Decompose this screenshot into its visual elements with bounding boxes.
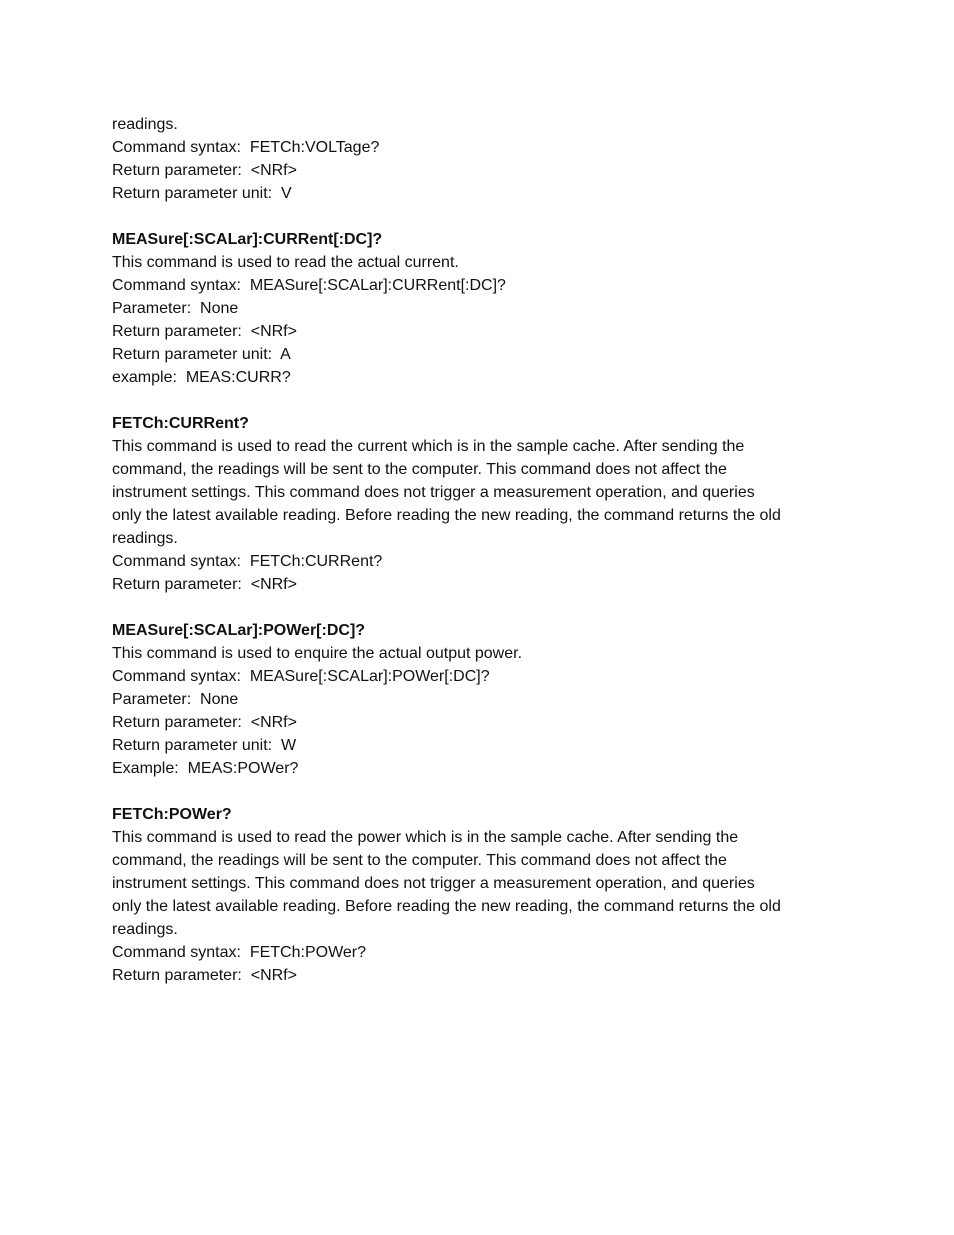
intro-line: readings. [112, 116, 178, 133]
section-heading: MEASure[:SCALar]:POWer[:DC]? [112, 622, 366, 639]
intro-command-syntax: Command syntax: FETCh:VOLTage? [112, 139, 380, 156]
section-description-line: command, the readings will be sent to the computer. This command does not affect the [112, 461, 727, 478]
section-measure-power [112, 619, 852, 780]
return-parameter: Return parameter: <NRf> [112, 714, 297, 731]
intro-return-parameter: Return parameter: <NRf> [112, 162, 297, 179]
section-heading: FETCh:POWer? [112, 806, 232, 823]
return-parameter-unit: Return parameter unit: W [112, 737, 297, 754]
return-parameter: Return parameter: <NRf> [112, 576, 297, 593]
example: example: MEAS:CURR? [112, 369, 291, 386]
section-description-line: instrument settings. This command does not trigger a measurement operation, and queries [112, 875, 755, 892]
parameter: Parameter: None [112, 691, 239, 708]
document-page [112, 113, 852, 1010]
command-syntax: Command syntax: MEASure[:SCALar]:CURRent[:DC]? [112, 277, 506, 294]
section-description-line: readings. [112, 921, 178, 938]
section-heading: MEASure[:SCALar]:CURRent[:DC]? [112, 231, 383, 248]
example: Example: MEAS:POWer? [112, 760, 299, 777]
return-parameter: Return parameter: <NRf> [112, 323, 297, 340]
parameter: Parameter: None [112, 300, 239, 317]
command-syntax: Command syntax: FETCh:POWer? [112, 944, 366, 961]
section-fetch-power [112, 803, 852, 987]
voltage-fetch-continuation [112, 113, 852, 205]
command-syntax: Command syntax: FETCh:CURRent? [112, 553, 383, 570]
section-description: This command is used to read the actual current. [112, 254, 459, 271]
command-syntax: Command syntax: MEASure[:SCALar]:POWer[:DC]? [112, 668, 490, 685]
section-description-line: command, the readings will be sent to the computer. This command does not affect the [112, 852, 727, 869]
section-measure-current [112, 228, 852, 389]
section-description-line: This command is used to read the current which is in the sample cache. After sending the [112, 438, 745, 455]
section-description-line: only the latest available reading. Before reading the new reading, the command returns the old [112, 898, 781, 915]
section-fetch-current [112, 412, 852, 596]
return-parameter: Return parameter: <NRf> [112, 967, 297, 984]
section-description: This command is used to enquire the actual output power. [112, 645, 523, 662]
return-parameter-unit: Return parameter unit: A [112, 346, 291, 363]
intro-return-unit: Return parameter unit: V [112, 185, 292, 202]
section-description-line: only the latest available reading. Before reading the new reading, the command returns the old [112, 507, 781, 524]
section-heading: FETCh:CURRent? [112, 415, 249, 432]
section-description-line: instrument settings. This command does not trigger a measurement operation, and queries [112, 484, 755, 501]
section-description-line: readings. [112, 530, 178, 547]
section-description-line: This command is used to read the power which is in the sample cache. After sending the [112, 829, 739, 846]
